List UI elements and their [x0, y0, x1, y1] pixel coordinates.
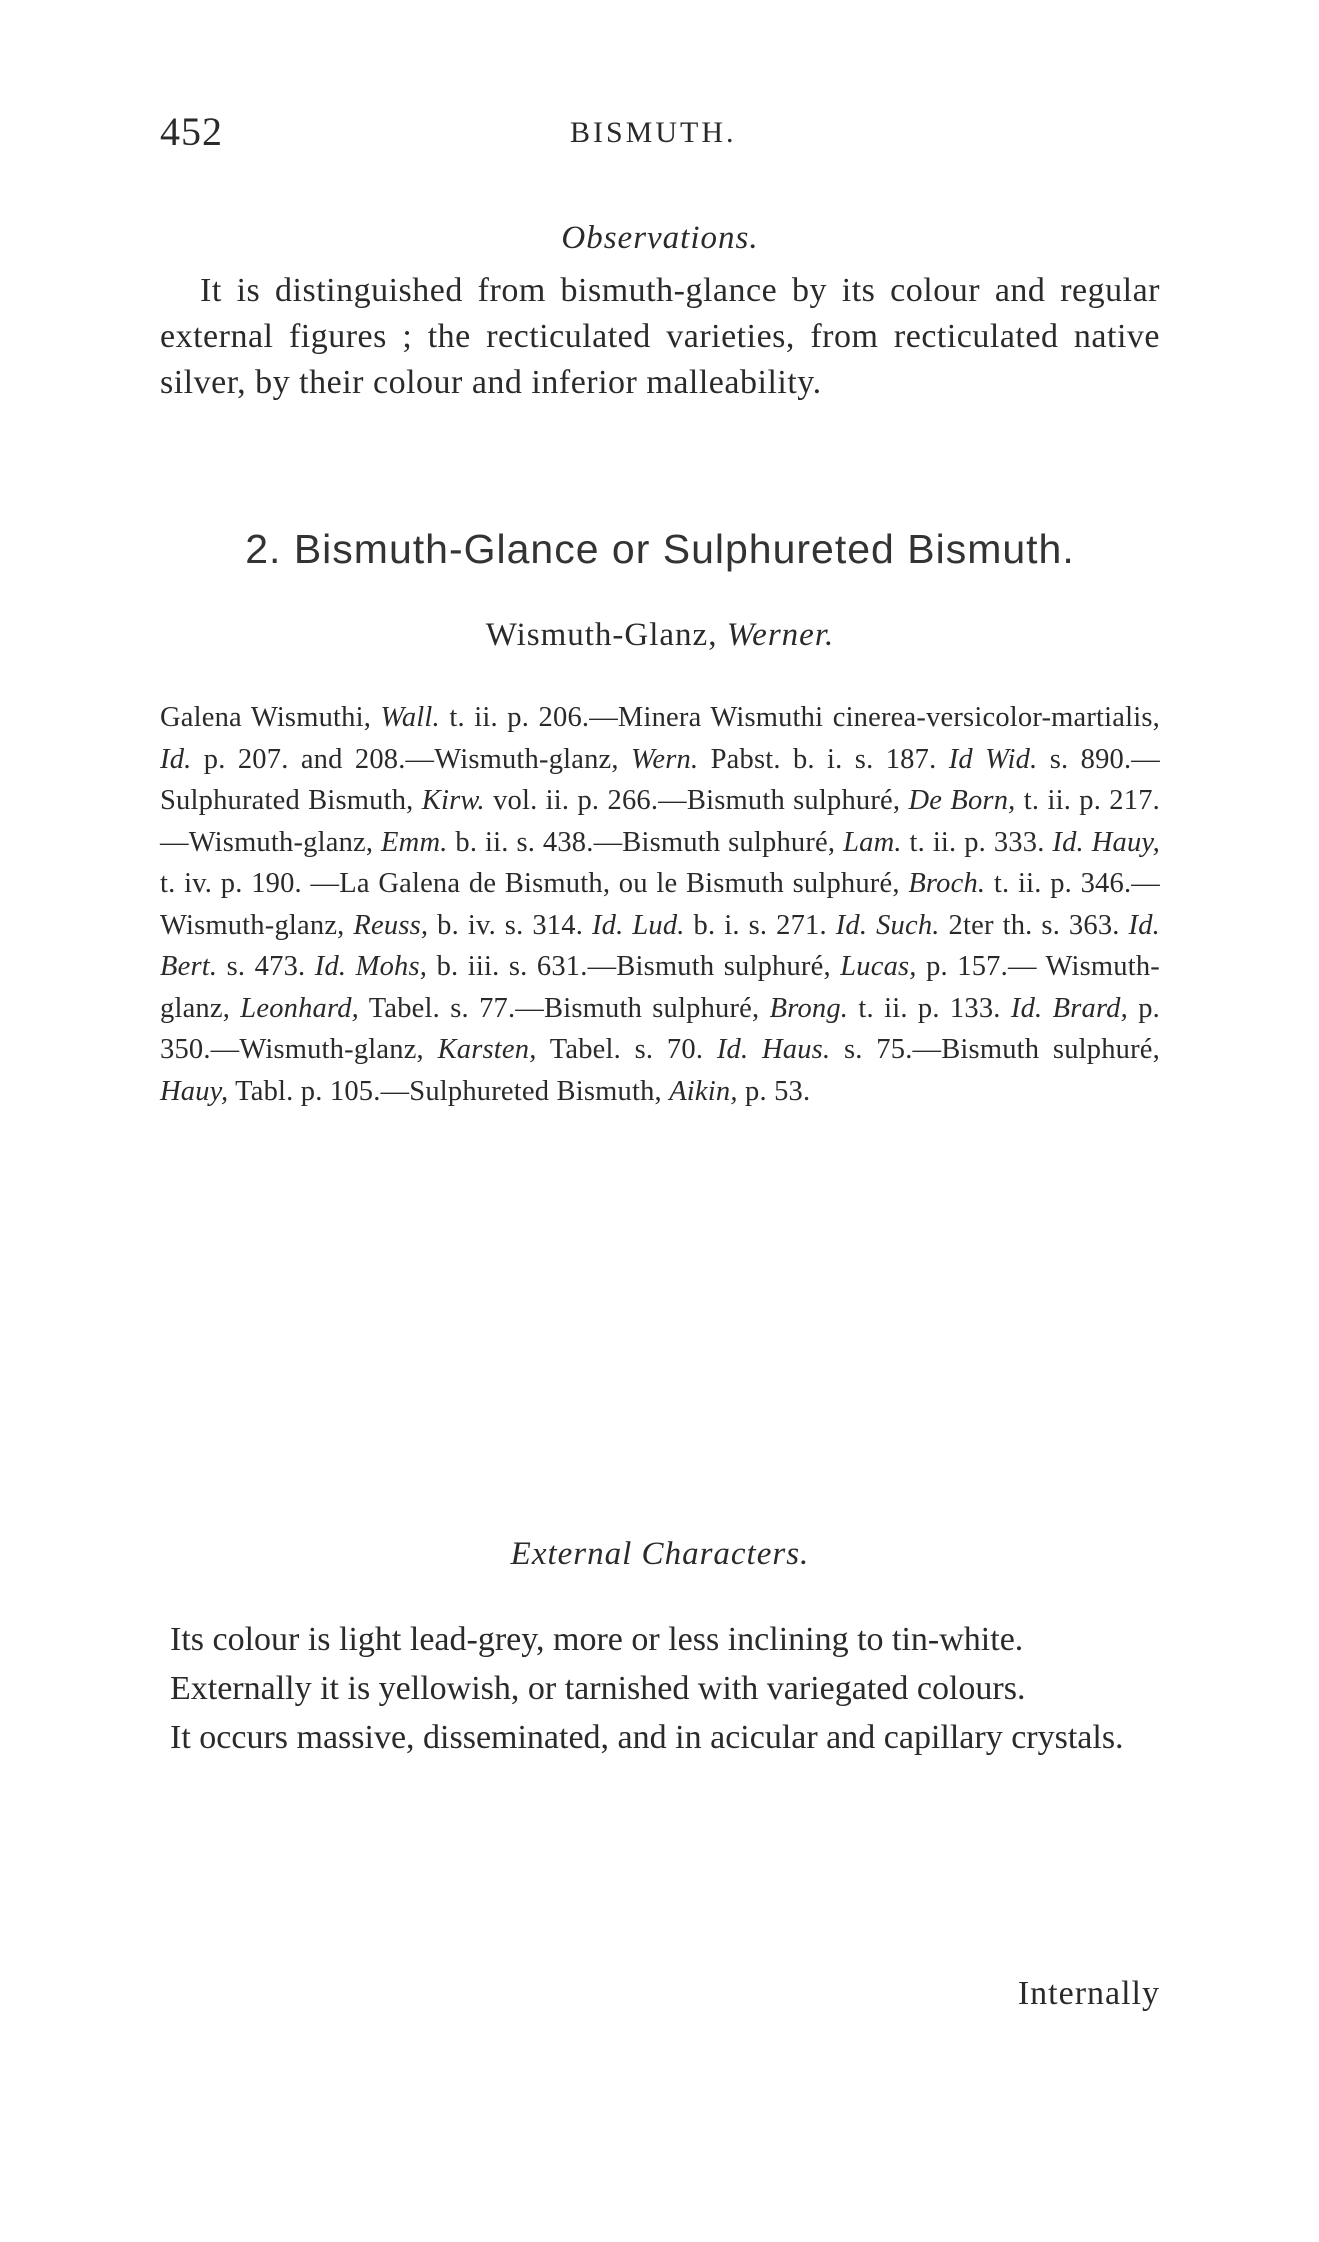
synonym-citation: b. iii. s. 631.—Bismuth sulphuré, — [427, 951, 841, 982]
synonym-citation: t. ii. p. 333. — [901, 826, 1053, 858]
running-head: BISMUTH. — [570, 116, 737, 149]
observations-text: It is distinguished from bismuth-glance by its colour and regular external figures ; the recticulated varieties, from recticulated native silver, by their colour and inferior malleability. — [160, 272, 1160, 401]
synonymy-list — [160, 697, 1160, 1112]
observations-paragraph — [160, 268, 1160, 406]
synonym-citation: s. 75.—Bismuth sulphuré, — [830, 1034, 1160, 1065]
synonym-citation: p. 157.— Wismuth-glanz, — [160, 951, 1160, 1024]
synonym-author: Lucas, — [840, 951, 917, 982]
synonym-citation: b. iv. s. 314. — [428, 909, 592, 941]
synonym-citation: s. 890.—Sulphurated Bismuth, — [160, 743, 1160, 816]
external-characters-body — [160, 1617, 1160, 1764]
external-characters-heading: External Characters. — [510, 1536, 810, 1572]
synonym-author: Broch. — [908, 868, 986, 899]
synonym-citation: p. 207. and 208.—Wismuth-glanz, — [191, 743, 632, 775]
synonym-author: Reuss, — [353, 909, 429, 941]
synonym-citation: vol. ii. p. 266.—Bismuth sulphuré, — [484, 785, 909, 816]
synonym-author: Wern. — [631, 743, 699, 775]
synonym-citation: Pabst. b. i. s. 187. — [698, 743, 949, 775]
synonym-citation: 2ter th. s. 363. — [939, 909, 1129, 941]
synonym-citation: p. 53. — [737, 1075, 811, 1107]
synonym-citation: Tabel. s. 70. — [536, 1034, 717, 1065]
paragraph-externally: Externally it is yellowish, or tarnished with variegated colours. — [170, 1670, 1026, 1707]
synonym-author: Id. Mohs, — [314, 951, 428, 982]
synonym-citation: t. iv. p. 190. —La Galena de Bismuth, ou le Bismuth sulphuré, — [160, 868, 909, 899]
synonym-citation: p. 350.—Wismuth-glanz, — [160, 992, 1160, 1065]
page-number: 452 — [160, 109, 223, 154]
german-name — [160, 617, 1160, 654]
synonym-author: Id. Such. — [835, 909, 940, 941]
observations-heading: Observations. — [561, 220, 759, 256]
synonym-author: Lam. — [843, 826, 902, 858]
synonym-author: Id. Haus. — [716, 1034, 831, 1065]
synonym-author: Leonhard, — [240, 992, 360, 1024]
synonym-citation: Tabel. s. 77.—Bismuth sulphuré, — [359, 992, 770, 1024]
synonym-author: De Born, — [908, 785, 1016, 816]
synonym-author: Id. — [160, 743, 192, 775]
synonym-author: Emm. — [381, 826, 448, 858]
synonym-author: Id. Bert. — [160, 909, 1160, 982]
synonym-citation: b. i. s. 271. — [684, 909, 836, 941]
synonym-citation: t. ii. p. 133. — [848, 992, 1011, 1024]
synonym-author: Wall. — [380, 702, 440, 733]
synonym-citation: s. 473. — [217, 951, 315, 982]
synonym-author: Kirw. — [421, 785, 485, 816]
synonym-citation: Galena Wismuthi, — [160, 702, 381, 733]
synonym-citation: t. ii. p. 346.—Wismuth-glanz, — [160, 868, 1160, 941]
synonym-citation: t. ii. p. 206.—Minera Wismuthi cinerea-versicolor-martialis, — [439, 702, 1160, 733]
synonym-author: Aikin, — [669, 1075, 738, 1107]
synonym-citation: Tabl. p. 105.—Sulphureted Bismuth, — [228, 1075, 670, 1107]
page-header — [160, 108, 1160, 158]
synonym-author: Hauy, — [160, 1075, 229, 1107]
synonym-author: Id. Brard, — [1010, 992, 1128, 1024]
catchword: Internally — [1017, 1975, 1160, 2012]
paragraph-occurrence: It occurs massive, disseminated, and in acicular and capillary crystals. — [170, 1719, 1124, 1756]
synonym-citation: t. ii. p. 217.—Wismuth-glanz, — [160, 785, 1160, 858]
synonym-author: Id. Lud. — [591, 909, 685, 941]
synonym-author: Id. Hauy, — [1052, 826, 1160, 858]
synonym-author: Brong. — [769, 992, 849, 1024]
paragraph-colour: Its colour is light lead-grey, more or less inclining to tin-white. — [170, 1621, 1024, 1658]
synonym-citation: b. ii. s. 438.—Bismuth sulphuré, — [447, 826, 844, 858]
german-name-author: Werner. — [726, 617, 835, 653]
synonym-author: Karsten, — [437, 1034, 537, 1065]
synonym-author: Id Wid. — [948, 743, 1038, 775]
species-title: 2. Bismuth-Glance or Sulphureted Bismuth. — [245, 526, 1075, 572]
german-name-text: Wismuth-Glanz, — [485, 617, 727, 653]
